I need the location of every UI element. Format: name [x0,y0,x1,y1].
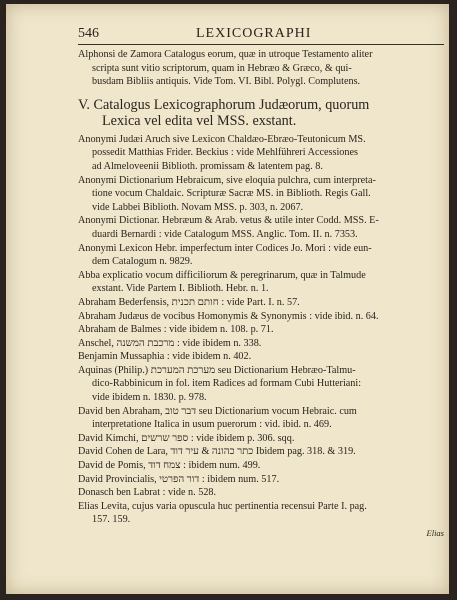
text-block [78,48,444,541]
entry-line: exstant. Vide Partem I. Biblioth. Hebr. n. 1. [92,283,269,295]
entry-line: duardi Bernardi : vide Catalogum MSS. Anglic. Tom. II. n. 7353. [92,228,358,240]
entry-line: Alphonsi de Zamora Catalogus eorum, quæ in utroque Testamento aliter [78,49,373,60]
entry-line: dem Catalogum n. 9829. [92,256,193,268]
entry-line: vide Labbei Biblioth. Novam MSS. p. 303, n. 2067. [92,201,304,213]
book-page [6,4,449,594]
entry-line: Anonymi Dictionar. Hebræum & Arab. vetus & utile inter Codd. MSS. E- [78,215,379,227]
entries-list [78,133,444,527]
entry-line: Abba explicatio vocum difficiliorum & peregrinarum, quæ in Talmude [78,269,366,281]
entry-line: David ben Abraham, דבר טוב seu Dictionarium vocum Hebraic. cum [78,405,357,417]
running-title: LEXICOGRAPHI [196,26,312,41]
entry-line: possedit Matthias Frider. Beckius : vide Mehlführeri Accessiones [92,147,358,159]
entry-line: Abraham Bederfensis, חותם תכנית : vide Part. I. n. 57. [78,296,300,308]
entry-line: Anonymi Dictionarium Hebraicum, sive eloquia pulchra, cum interpreta- [78,174,376,186]
entry-line: dico-Rabbinicum in fol. item Radices ad formam Cubi Hutteriani: [92,378,362,390]
entry-line: Elias Levita, cujus varia opuscula huc pertinentia recensui Parte I. pag. [78,500,367,512]
page-number: 546 [78,26,99,41]
entry-line: David Provincialis, דור הפרטי : ibidem num. 517. [78,473,280,485]
entry-line: Aquinas (Philip.) מערכת המערכת seu Dictionarium Hebræo-Talmu- [78,364,356,376]
entry-line: David Cohen de Lara, כתר כהונה & עיר דוד Ibidem pag. 318. & 319. [78,446,356,458]
running-head [78,26,444,45]
entry-line: tione vocum Chaldaic. Scripturæ Sacræ MS. in Biblioth. Regis Gall. [92,188,371,200]
entry-line: busdam Bibliis antiquis. Vide Tom. VI. Bibl. Polygl. Complutens. [92,76,361,88]
entry-line: Benjamin Mussaphia : vide ibidem n. 402. [78,351,252,363]
section-heading: V. Catalogus Lexicographorum Judæorum, quorum [78,96,370,113]
opening-entry [78,48,444,89]
entry-line: David Kimchi, ספר שרשים : vide ibidem p. 306. sqq. [78,432,295,444]
entry-line: Donasch ben Labrat : vide n. 528. [78,487,217,499]
entry-line: scripta sunt vitio scriptorum, quam in Hebræo & Græco, & qui- [92,62,352,74]
entry-line: vide ibidem n. 1830. p. 978. [92,392,207,404]
entry-line: ad Almeloveenii Biblioth. promissam & latentem pag. 8. [92,160,323,172]
entry-line: Abraham de Balmes : vide ibidem n. 108. p. 71. [78,324,274,336]
entry-line: 157. 159. [92,514,131,526]
section-heading-continued: Lexica vel edita vel MSS. exstant. [102,112,297,129]
catchword: Elias [426,528,444,538]
entry-line: David de Pomis, צמח דוד : ibidem num. 499. [78,460,261,472]
entry-line: Anonymi Judæi Aruch sive Lexicon Chaldæo-Ebræo-Teutonicum MS. [78,133,366,145]
entry-line: interpretatione Italica in usum puerorum : vid. ibid. n. 469. [92,419,332,431]
entry-line: Anonymi Lexicon Hebr. imperfectum inter Codices Jo. Mori : vide eun- [78,242,372,254]
entry-line: Abraham Judæus de vocibus Homonymis & Synonymis : vide ibid. n. 64. [78,310,379,322]
entry-line: Anschel, מרכבת המשנה : vide ibidem n. 338. [78,337,262,349]
